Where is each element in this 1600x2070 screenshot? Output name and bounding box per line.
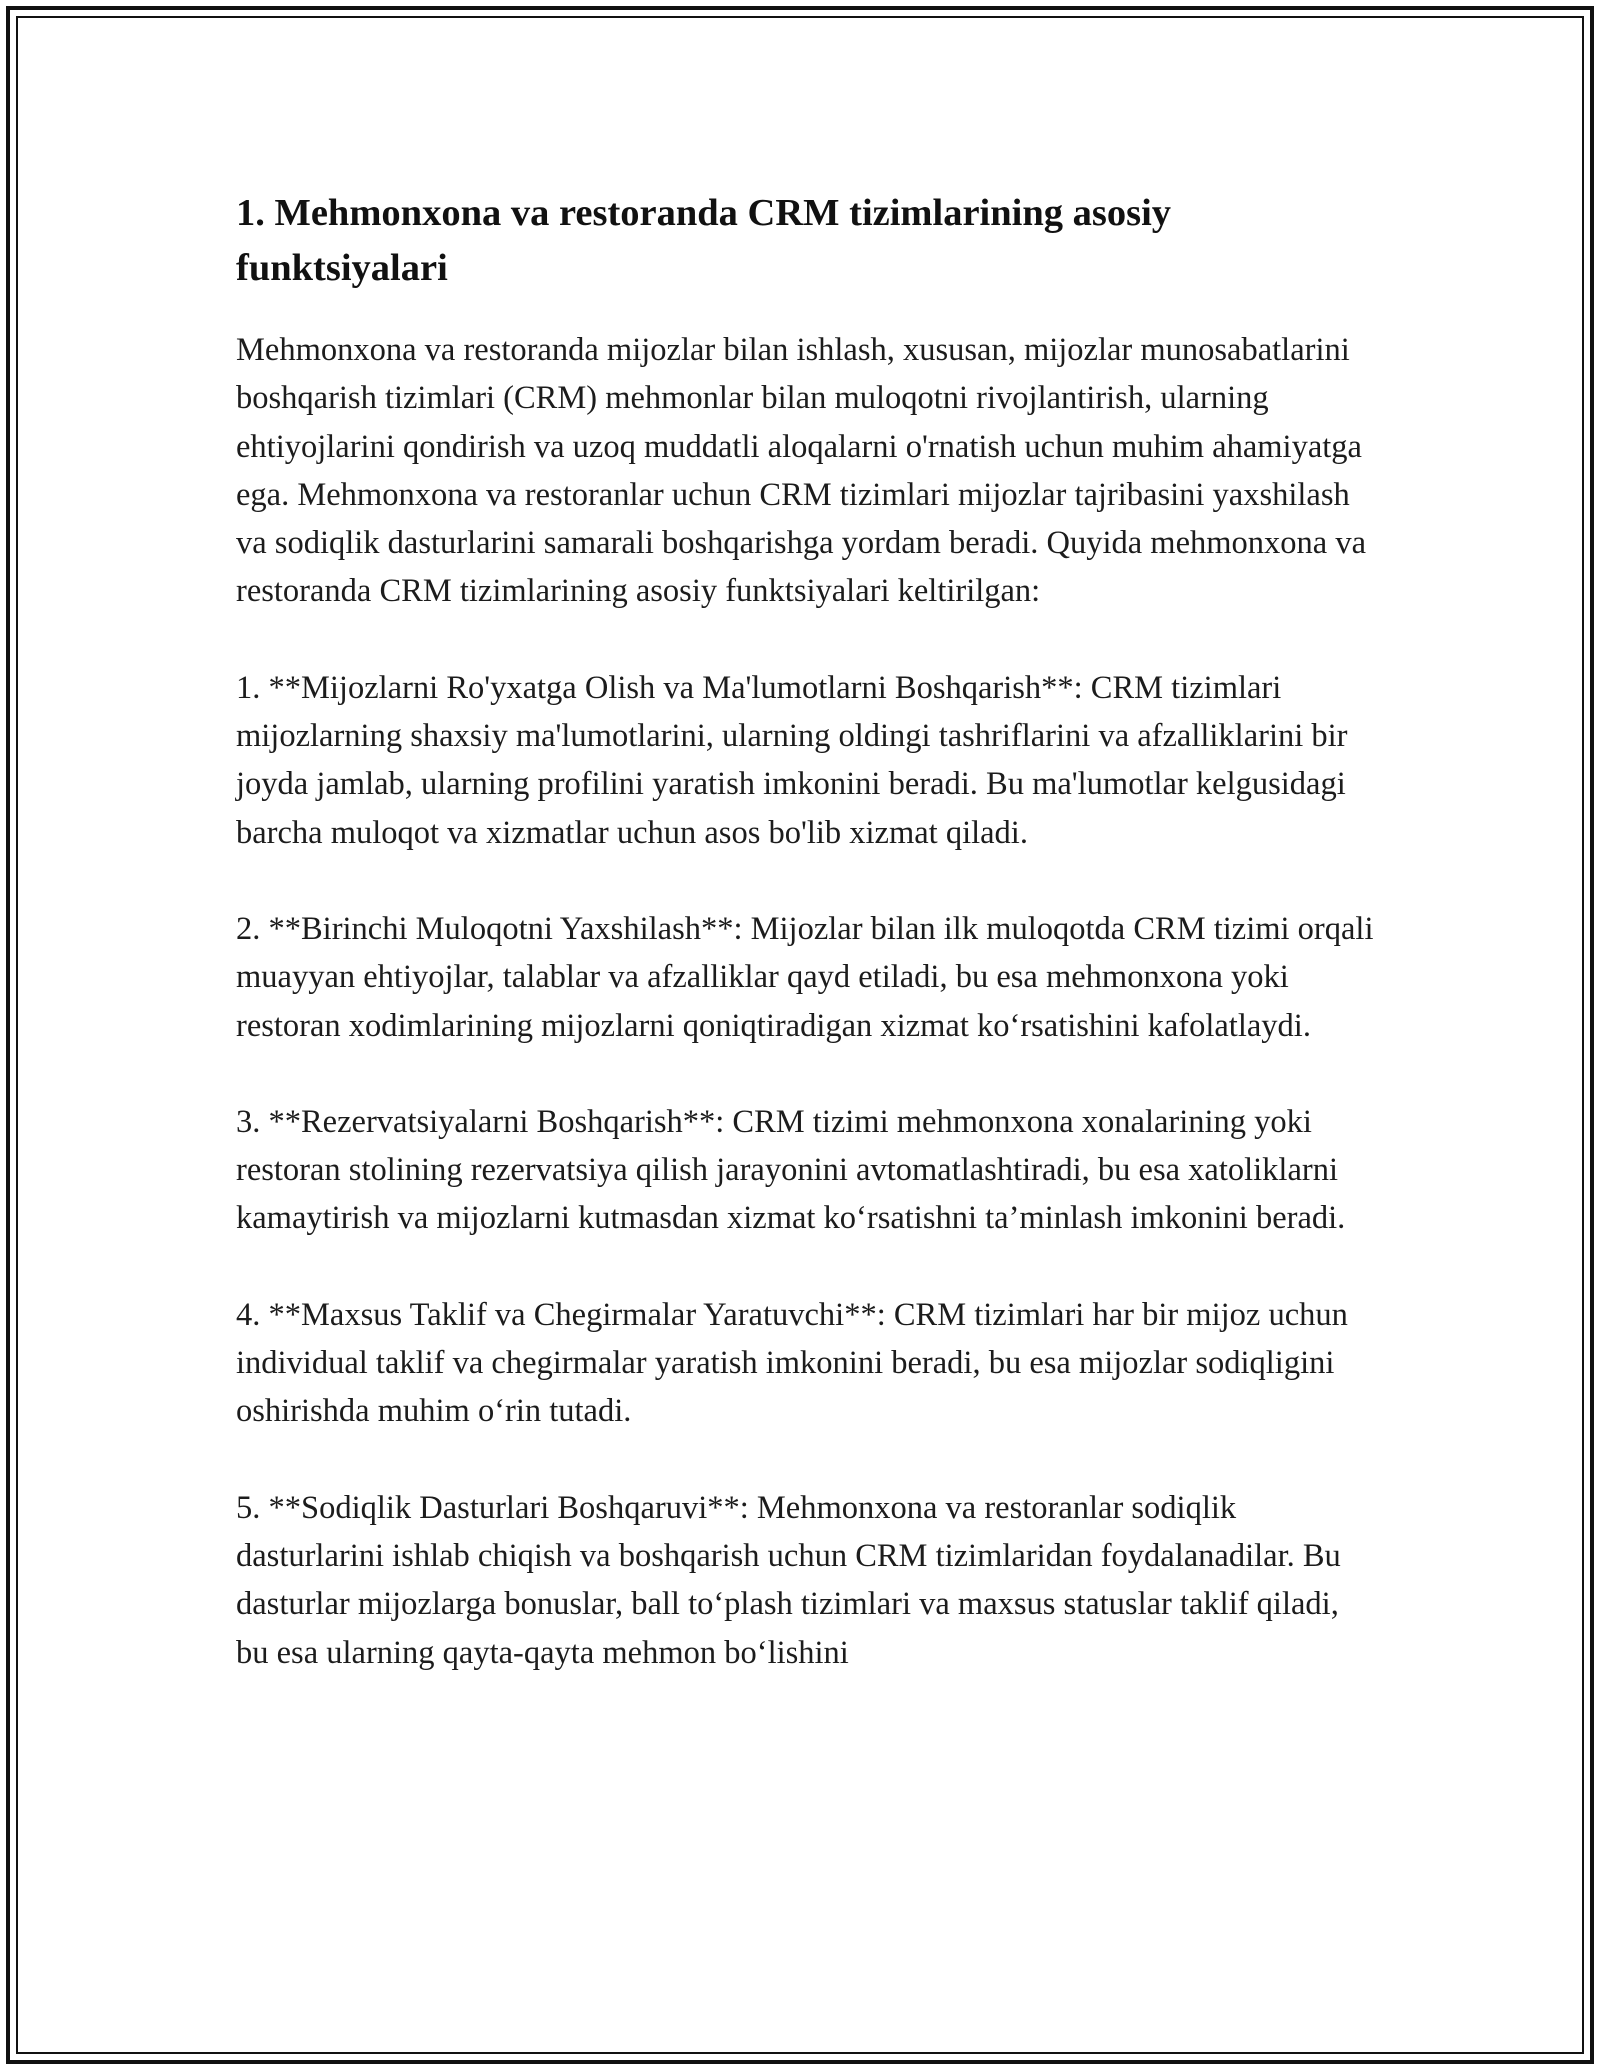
- list-item-4: 4. **Maxsus Taklif va Chegirmalar Yaratuvchi**: CRM tizimlari har bir mijoz uchun individual taklif va chegirmalar yaratish imkonini beradi, bu esa mijozlar sodiqligini oshirishda muhim oʻrin tutadi.: [236, 1296, 1348, 1430]
- list-item-2: 2. **Birinchi Muloqotni Yaxshilash**: Mijozlar bilan ilk muloqotda CRM tizimi orqali muayyan ehtiyojlar, talablar va afzalliklar qayd etiladi, bu esa mehmonxona yoki restoran xodimlarining mijozlarni qoniqtiradigan xizmat koʻrsatishini kafolatlaydi.: [236, 910, 1374, 1044]
- list-item-1: 1. **Mijozlarni Ro'yxatga Olish va Ma'lumotlarni Boshqarish**: CRM tizimlari mijozlarning shaxsiy ma'lumotlarini, ularning oldingi tashriflarini va afzalliklarini bir joyda jamlab, ularning profilini yaratish imkonini beradi. Bu ma'lumotlar kelgusidagi barcha muloqot va xizmatlar uchun asos bo'lib xizmat qiladi.: [236, 669, 1348, 851]
- document-title: 1. Mehmonxona va restoranda CRM tizimlarining asosiy funktsiyalari: [236, 192, 1172, 289]
- document-page: [236, 186, 1376, 1725]
- list-item-5: 5. **Sodiqlik Dasturlari Boshqaruvi**: Mehmonxona va restoranlar sodiqlik dasturlarini ishlab chiqish va boshqarish uchun CRM tizimlaridan foydalanadilar. Bu dasturlar mijozlarga bonuslar, ball toʻplash tizimlari va maxsus statuslar taklif qiladi, bu esa ularning qayta-qayta mehmon boʻlishini: [236, 1489, 1341, 1671]
- intro-paragraph: Mehmonxona va restoranda mijozlar bilan ishlash, xususan, mijozlar munosabatlarini boshqarish tizimlari (CRM) mehmonlar bilan muloqotni rivojlantirish, ularning ehtiyojlarini qondirish va uzoq muddatli aloqalarni o'rnatish uchun muhim ahamiyatga ega. Mehmonxona va restoranlar uchun CRM tizimlari mijozlar tajribasini yaxshilash va sodiqlik dasturlarini samarali boshqarishga yordam beradi. Quyida mehmonxona va restoranda CRM tizimlarining asosiy funktsiyalari keltirilgan:: [236, 332, 1366, 610]
- list-item-3: 3. **Rezervatsiyalarni Boshqarish**: CRM tizimi mehmonxona xonalarining yoki restoran stolining rezervatsiya qilish jarayonini avtomatlashtiradi, bu esa xatoliklarni kamaytirish va mijozlarni kutmasdan xizmat koʻrsatishni ta’minlash imkonini beradi.: [236, 1103, 1346, 1237]
